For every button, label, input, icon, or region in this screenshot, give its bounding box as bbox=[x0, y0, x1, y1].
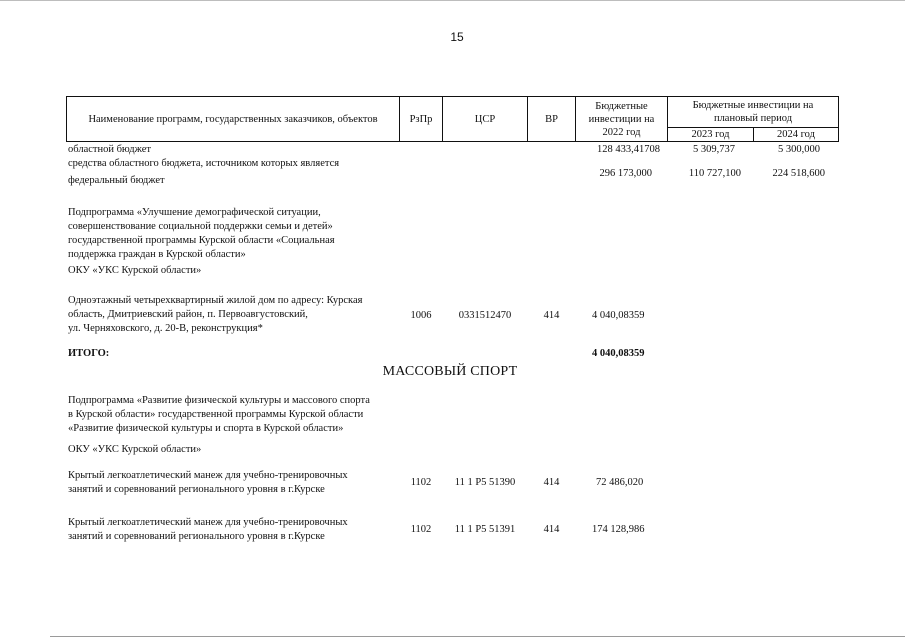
page-number: 15 bbox=[450, 30, 464, 44]
value-2024: 5 300,000 bbox=[778, 144, 820, 155]
value-2022: 128 433,41708 bbox=[597, 144, 660, 155]
header-plan-period: Бюджетные инвестиции на плановый период bbox=[692, 100, 814, 124]
page-top-edge bbox=[0, 0, 905, 1]
value-2022: 296 173,000 bbox=[599, 168, 652, 179]
header-rzpr: РзПр bbox=[409, 113, 433, 125]
header-2024: 2024 год bbox=[777, 129, 815, 140]
header-name: Наименование программ, государственных заказчиков, объектов bbox=[88, 113, 378, 125]
total-value: 4 040,08359 bbox=[592, 348, 645, 359]
csr-value: 11 1 Р5 51390 bbox=[454, 477, 516, 488]
value-2023: 5 309,737 bbox=[693, 144, 735, 155]
value-2022: 72 486,020 bbox=[596, 477, 644, 488]
subprogram-title: Подпрограмма «Развитие физической культуры и массового спорта в Курской области» государственной программы Курской области «Развитие физической культуры и спорта в Курской области» bbox=[68, 395, 370, 434]
section-title: МАССОВЫЙ СПОРТ bbox=[382, 364, 518, 379]
rzpr-value: 1102 bbox=[410, 477, 432, 488]
vr-value: 414 bbox=[543, 524, 560, 535]
rzpr-value: 1102 bbox=[410, 524, 432, 535]
customer-label: ОКУ «УКС Курской области» bbox=[68, 444, 202, 455]
row-label: областной бюджет bbox=[68, 144, 151, 155]
object-label: Крытый легкоатлетический манеж для учебно-тренировочных занятий и соревнований регионального уровня в г.Курске bbox=[68, 470, 348, 495]
csr-value: 0331512470 bbox=[458, 310, 512, 321]
value-2022: 174 128,986 bbox=[592, 524, 645, 535]
page-bottom-edge bbox=[50, 636, 905, 637]
value-2024: 224 518,600 bbox=[772, 168, 825, 179]
table-header bbox=[66, 96, 839, 142]
row-label: средства областного бюджета, источником которых является федеральный бюджет bbox=[68, 158, 340, 186]
rzpr-value: 1006 bbox=[410, 310, 432, 321]
vr-value: 414 bbox=[543, 477, 560, 488]
csr-value: 11 1 Р5 51391 bbox=[454, 524, 516, 535]
value-2022: 4 040,08359 bbox=[592, 310, 645, 321]
value-2023: 110 727,100 bbox=[688, 168, 741, 179]
vr-value: 414 bbox=[543, 310, 560, 321]
object-label: Крытый легкоатлетический манеж для учебно-тренировочных занятий и соревнований регионального уровня в г.Курске bbox=[68, 517, 348, 542]
subprogram-title: Подпрограмма «Улучшение демографической ситуации, совершенствование социальной поддержки семьи и детей» государственной программы Курской области «Социальная поддержка граждан в Курской области» bbox=[68, 207, 335, 260]
total-label: ИТОГО: bbox=[68, 348, 110, 359]
header-csr: ЦСР bbox=[474, 113, 496, 125]
customer-label: ОКУ «УКС Курской области» bbox=[68, 265, 202, 276]
header-vr: ВР bbox=[545, 113, 558, 125]
header-2023: 2023 год bbox=[691, 129, 730, 140]
object-label: Одноэтажный четырехквартирный жилой дом по адресу: Курская область, Дмитриевский район, п. Первоавгустовский, ул. Черняховского, д. 20-В, реконструкция* bbox=[68, 295, 363, 334]
header-invest-2022: Бюджетные инвестиции на 2022 год bbox=[588, 100, 655, 138]
